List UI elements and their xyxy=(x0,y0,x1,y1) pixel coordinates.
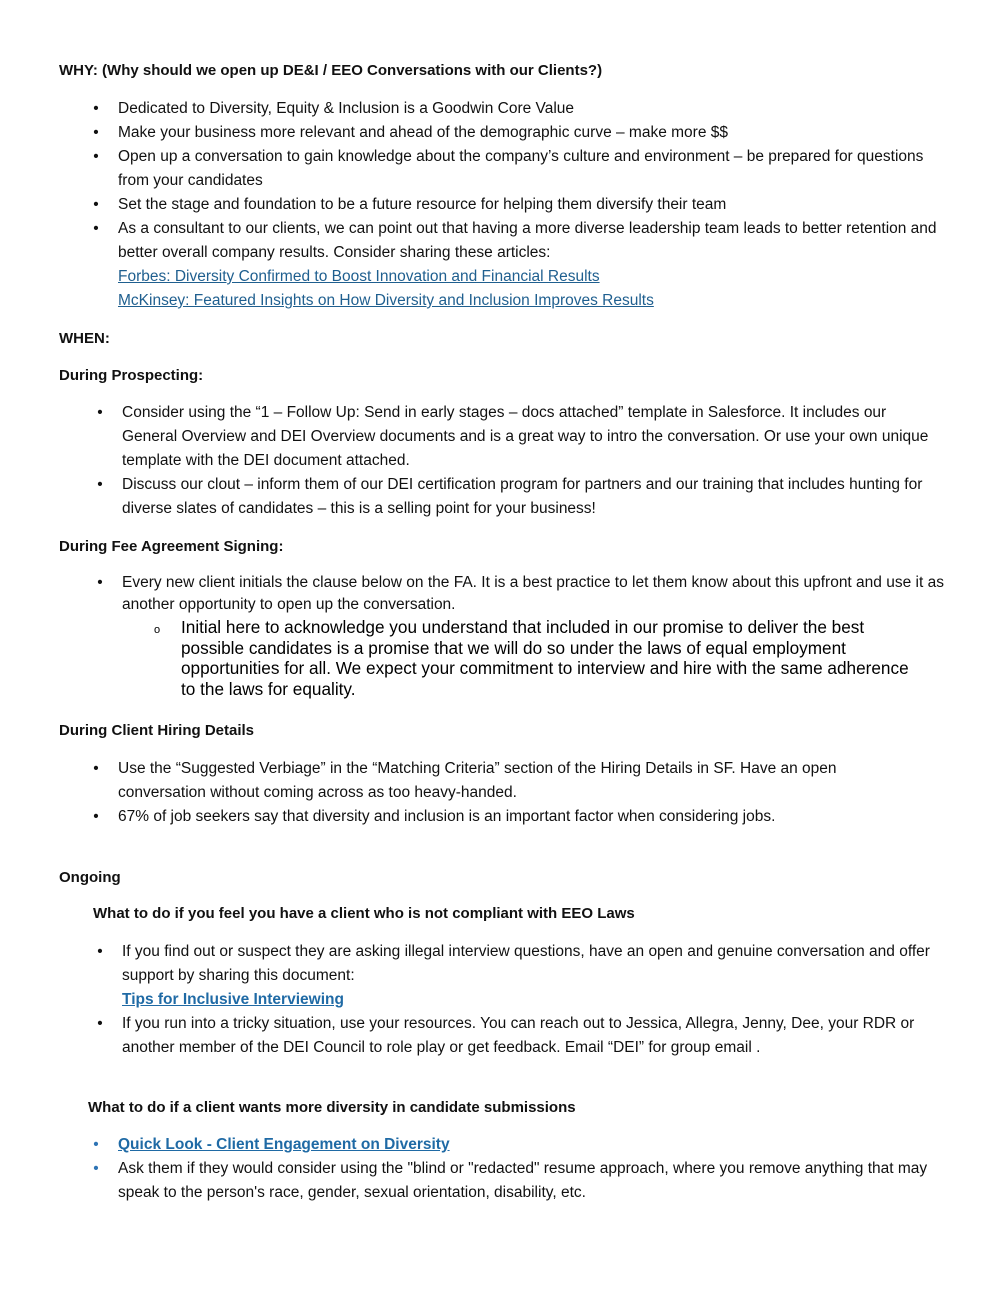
bullet-icon: • xyxy=(97,574,103,591)
why-list xyxy=(93,97,938,313)
bullet-icon: • xyxy=(93,220,99,237)
list-item: • 67% of job seekers say that diversity and inclusion is an important factor when considering jobs. xyxy=(118,805,918,829)
mckinsey-article-link[interactable]: McKinsey: Featured Insights on How Diversity and Inclusion Improves Results xyxy=(118,292,654,309)
list-item: • Consider using the “1 – Follow Up: Send in early stages – docs attached” template in Salesforce. It includes our General Overview and DEI Overview documents and is a great way to intro the conversation. Or use your own unique template with the DEI document attached. xyxy=(122,401,942,473)
bullet-icon: • xyxy=(93,100,99,117)
list-item: • Set the stage and foundation to be a future resource for helping them diversify their team xyxy=(118,193,938,217)
hiring-details-heading: During Client Hiring Details xyxy=(59,722,255,739)
more-diversity-heading: What to do if a client wants more diversity in candidate submissions xyxy=(88,1099,576,1116)
noncompliant-list xyxy=(97,940,942,1060)
list-item: • Use the “Suggested Verbiage” in the “Matching Criteria” section of the Hiring Details in SF. Have an open conversation without coming across as too heavy-handed. xyxy=(118,757,918,805)
fee-agreement-list xyxy=(97,572,947,616)
bullet-icon: • xyxy=(97,943,103,960)
noncompliant-heading: What to do if you feel you have a client who is not compliant with EEO Laws xyxy=(93,905,635,922)
hiring-details-list xyxy=(93,757,918,829)
bullet-icon: • xyxy=(93,124,99,141)
list-item: • Every new client initials the clause below on the FA. It is a best practice to let them know about this upfront and use it as another opportunity to open up the conversation. xyxy=(122,572,947,616)
list-item: • Discuss our clout – inform them of our DEI certification program for partners and our training that includes hunting for diverse slates of candidates – this is a selling point for your business! xyxy=(122,473,942,521)
bullet-icon: • xyxy=(97,404,103,421)
bullet-icon: • xyxy=(93,148,99,165)
list-item: • Open up a conversation to gain knowledge about the company’s culture and environment – be prepared for questions from your candidates xyxy=(118,145,938,193)
fee-agreement-heading: During Fee Agreement Signing: xyxy=(59,538,284,555)
when-heading: WHEN: xyxy=(59,330,110,347)
prospecting-heading: During Prospecting: xyxy=(59,367,204,384)
bullet-icon: • xyxy=(97,476,103,493)
hollow-bullet-icon: o xyxy=(154,624,161,636)
more-diversity-list xyxy=(93,1133,928,1205)
tips-inclusive-interviewing-link[interactable]: Tips for Inclusive Interviewing xyxy=(122,991,344,1008)
bullet-icon: • xyxy=(93,760,99,777)
bullet-icon: • xyxy=(93,196,99,213)
why-heading: WHY: (Why should we open up DE&I / EEO Conversations with our Clients?) xyxy=(59,62,603,79)
fee-clause-subitem: o Initial here to acknowledge you understand that included in our promise to deliver the best possible candidates is a promise that we will do so under the laws of equal employment opportunities for all. We expect your commitment to interview and hire with the same adherence to the laws for equality. xyxy=(154,617,909,699)
list-item: • As a consultant to our clients, we can point out that having a more diverse leadership team leads to better retention and better overall company results. Consider sharing these articles: Forbes: Diversity Confirmed to Boost Innovation and Financial Results McKinsey: Featured Insights on How Diversity and Inclusion Improves Results xyxy=(118,217,938,313)
list-item: • Dedicated to Diversity, Equity & Inclusion is a Goodwin Core Value xyxy=(118,97,938,121)
forbes-article-link[interactable]: Forbes: Diversity Confirmed to Boost Innovation and Financial Results xyxy=(118,268,600,285)
ongoing-heading: Ongoing xyxy=(59,869,121,886)
bullet-icon: • xyxy=(93,1160,99,1177)
bullet-icon: • xyxy=(93,808,99,825)
list-item: • Make your business more relevant and ahead of the demographic curve – make more $$ xyxy=(118,121,938,145)
bullet-icon: • xyxy=(97,1015,103,1032)
list-item: • If you run into a tricky situation, use your resources. You can reach out to Jessica, Allegra, Jenny, Dee, your RDR or another member of the DEI Council to role play or get feedback. Email “DEI” for group email . xyxy=(122,1012,942,1060)
bullet-icon: • xyxy=(93,1136,99,1153)
list-item: • Ask them if they would consider using the "blind or "redacted" resume approach, where you remove anything that may speak to the person's race, gender, sexual orientation, disability, etc. xyxy=(118,1157,928,1205)
prospecting-list xyxy=(97,401,942,521)
list-item xyxy=(93,1133,928,1157)
list-item: • If you find out or suspect they are asking illegal interview questions, have an open and genuine conversation and offer support by sharing this document: Tips for Inclusive Interviewing xyxy=(122,940,942,1012)
quick-look-link[interactable]: Quick Look - Client Engagement on Diversity xyxy=(118,1136,450,1153)
